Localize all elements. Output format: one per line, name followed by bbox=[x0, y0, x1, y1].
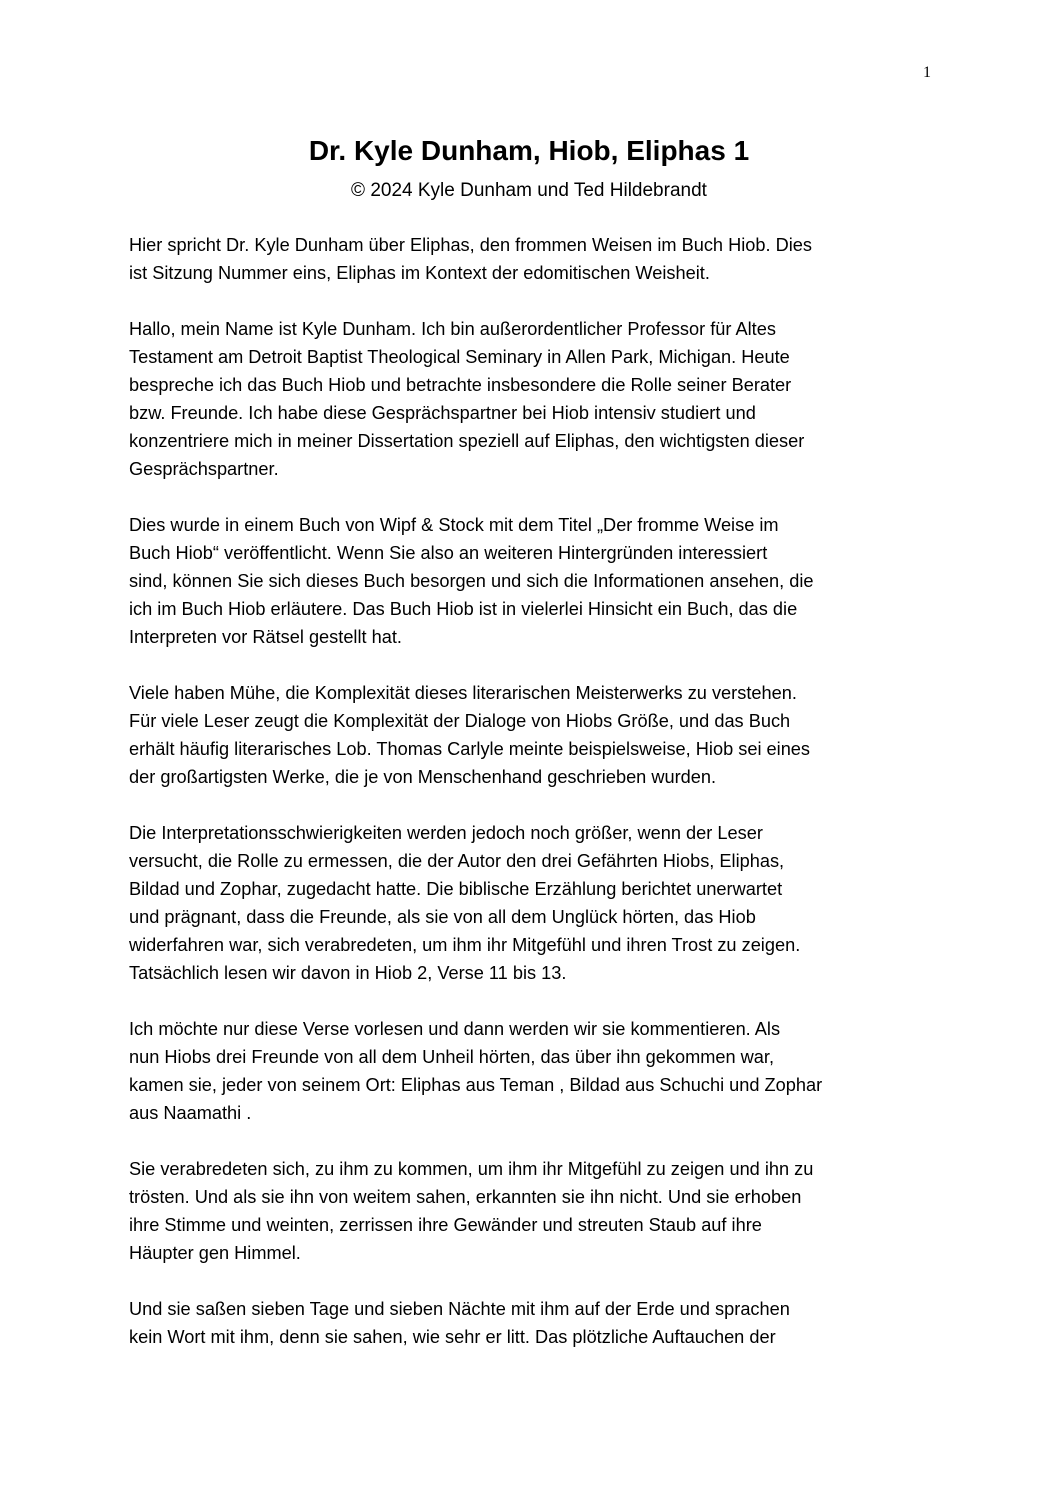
paragraph-complexity: Viele haben Mühe, die Komplexität dieses literarischen Meisterwerks zu verstehen. Für viele Leser zeugt die Komplexität der Dialoge von Hiobs Größe, und das Buch erhält häufig literarisches Lob. Thomas Carlyle meinte beispielsweise, Hiob sei eines der großartigsten Werke, die je von Menschenhand geschrieben wurden. bbox=[129, 683, 811, 787]
paragraph-verses-reading: Ich möchte nur diese Verse vorlesen und dann werden wir sie kommentieren. Als nun Hiobs drei Freunde von all dem Unheil hörten, das über ihn gekommen war, kamen sie, jeder von seinem Ort: Eliphas aus Teman , Bildad aus Schuchi und Zophar aus Naamathi . bbox=[129, 1019, 823, 1123]
document-body bbox=[129, 231, 929, 1379]
paragraph-book-reference: Dies wurde in einem Buch von Wipf & Stock mit dem Titel „Der fromme Weise im Buch Hiob“ veröffentlicht. Wenn Sie also an weiteren Hintergründen interessiert sind, können Sie sich dieses Buch besorgen und sich die Informationen ansehen, die ich im Buch Hiob erläutere. Das Buch Hiob ist in vielerlei Hinsicht ein Buch, das die Interpreten vor Rätsel gestellt hat. bbox=[129, 515, 814, 647]
paragraph-interpretation: Die Interpretationsschwierigkeiten werden jedoch noch größer, wenn der Leser versucht, die Rolle zu ermessen, die der Autor den drei Gefährten Hiobs, Eliphas, Bildad und Zophar, zugedacht hatte. Die biblische Erzählung berichtet unerwartet und prägnant, dass die Freunde, als sie von all dem Unglück hörten, das Hiob widerfahren war, sich verabredeten, um ihm ihr Mitgefühl und ihren Trost zu zeigen. Tatsächlich lesen wir davon in Hiob 2, Verse 11 bis 13. bbox=[129, 823, 801, 983]
copyright-line: © 2024 Kyle Dunham und Ted Hildebrandt bbox=[351, 180, 707, 201]
page-number: 1 bbox=[923, 64, 931, 81]
paragraph-intro: Hier spricht Dr. Kyle Dunham über Eliphas, den frommen Weisen im Buch Hiob. Dies ist Sitzung Nummer eins, Eliphas im Kontext der edomitischen Weisheit. bbox=[129, 235, 812, 283]
document-title: Dr. Kyle Dunham, Hiob, Eliphas 1 bbox=[308, 135, 750, 166]
paragraph-speaker-introduction: Hallo, mein Name ist Kyle Dunham. Ich bin außerordentlicher Professor für Altes Testament am Detroit Baptist Theological Seminary in Allen Park, Michigan. Heute bespreche ich das Buch Hiob und betrachte insbesondere die Rolle seiner Berater bzw. Freunde. Ich habe diese Gesprächspartner bei Hiob intensiv studiert und konzentriere mich in meiner Dissertation speziell auf Eliphas, den wichtigsten dieser Gesprächspartner. bbox=[129, 319, 805, 479]
paragraph-seven-days: Und sie saßen sieben Tage und sieben Nächte mit ihm auf der Erde und sprachen kein Wort mit ihm, denn sie sahen, wie sehr er litt. Das plötzliche Auftauchen der bbox=[129, 1299, 790, 1347]
paragraph-arrangement: Sie verabredeten sich, zu ihm zu kommen, um ihm ihr Mitgefühl zu zeigen und ihn zu trösten. Und als sie ihn von weitem sahen, erkannten sie ihn nicht. Und sie erhoben ihre Stimme und weinten, zerrissen ihre Gewänder und streuten Staub auf ihre Häupter gen Himmel. bbox=[129, 1159, 814, 1263]
